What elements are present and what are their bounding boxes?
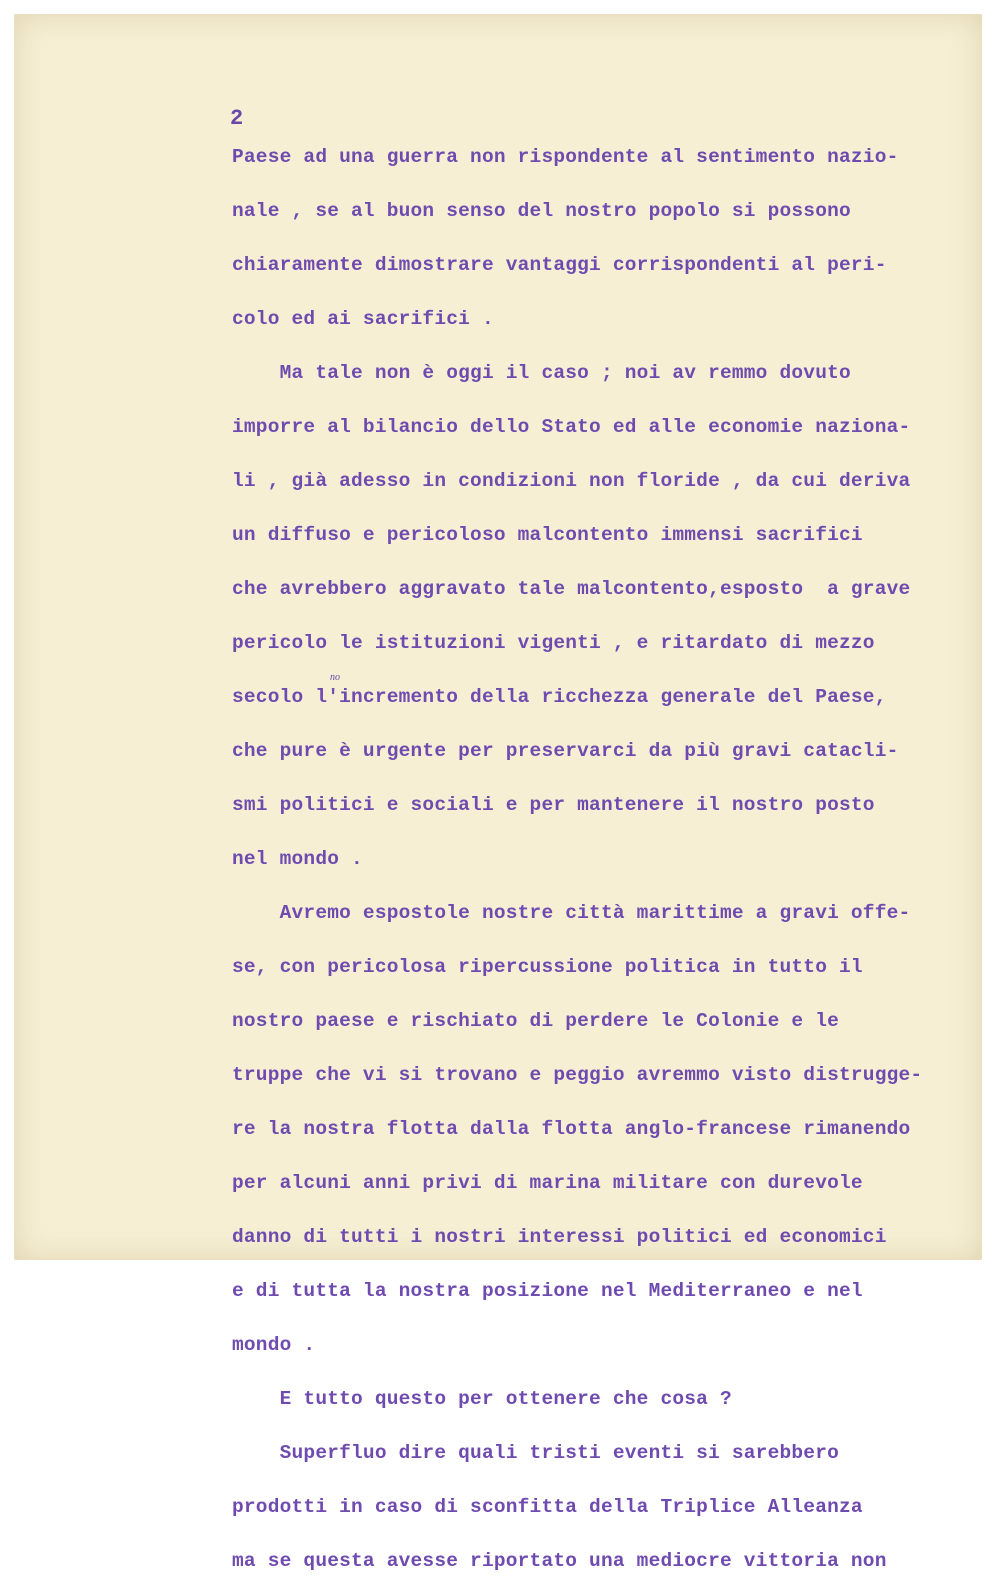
text-line: li , già adesso in condizioni non floride , da cui deriva <box>232 470 911 492</box>
text-line: nostro paese e rischiato di perdere le Colonie e le <box>232 1010 839 1032</box>
text-line: nale , se al buon senso del nostro popolo si possono <box>232 200 851 222</box>
text-line: danno di tutti i nostri interessi politici ed economici <box>232 1226 887 1248</box>
text-line: che pure è urgente per preservarci da più gravi catacli- <box>232 740 899 762</box>
text-line: prodotti in caso di sconfitta della Triplice Alleanza <box>232 1496 863 1518</box>
text-line: chiaramente dimostrare vantaggi corrispondenti al peri- <box>232 254 887 276</box>
text-line: un diffuso e pericoloso malcontento immensi sacrifici <box>232 524 863 546</box>
text-line: imporre al bilancio dello Stato ed alle economie naziona- <box>232 416 911 438</box>
text-line: se, con pericolosa ripercussione politica in tutto il <box>232 956 863 978</box>
text-line: E tutto questo per ottenere che cosa ? <box>232 1388 732 1410</box>
text-line: re la nostra flotta dalla flotta anglo-francese rimanendo <box>232 1118 911 1140</box>
text-line: truppe che vi si trovano e peggio avremmo visto distrugge- <box>232 1064 923 1086</box>
text-line: per alcuni anni privi di marina militare con durevole <box>232 1172 863 1194</box>
text-line: pericolo le istituzioni vigenti , e ritardato di mezzo <box>232 632 875 654</box>
document-page <box>14 14 982 1572</box>
text-line: ma se questa avesse riportato una mediocre vittoria non <box>232 1550 887 1572</box>
text-line: nel mondo . <box>232 848 363 870</box>
text-line: Superfluo dire quali tristi eventi si sarebbero <box>232 1442 839 1464</box>
text-line: secolo l'incremento della ricchezza generale del Paese, <box>232 686 887 708</box>
text-line: Ma tale non è oggi il caso ; noi av remmo dovuto <box>232 362 851 384</box>
page-number: 2 <box>230 106 244 131</box>
typewritten-body <box>232 130 932 1588</box>
text-line: smi politici e sociali e per mantenere il nostro posto <box>232 794 875 816</box>
text-line: e di tutta la nostra posizione nel Mediterraneo e nel <box>232 1280 863 1302</box>
handwritten-marginal-note: no <box>330 672 340 683</box>
text-line: mondo . <box>232 1334 316 1356</box>
text-line: colo ed ai sacrifici . <box>232 308 494 330</box>
text-line: che avrebbero aggravato tale malcontento,esposto a grave <box>232 578 911 600</box>
text-line: Paese ad una guerra non rispondente al sentimento nazio- <box>232 146 899 168</box>
text-line: Avremo espostole nostre città marittime a gravi offe- <box>232 902 911 924</box>
